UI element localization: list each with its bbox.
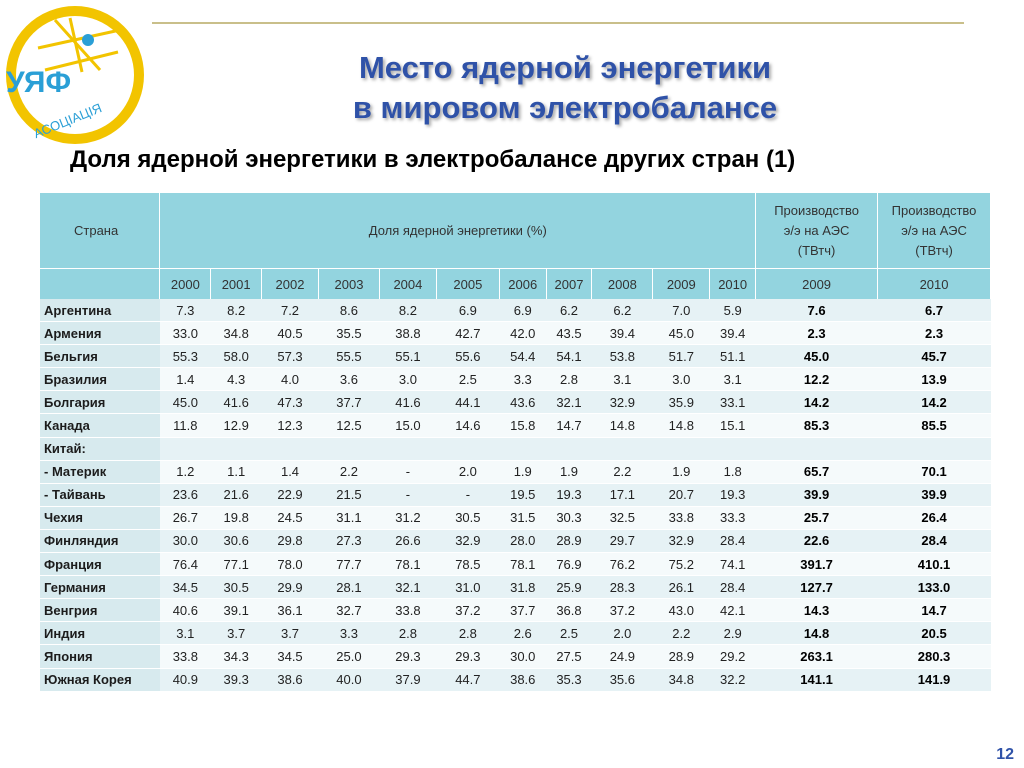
share-cell: 19.3 <box>710 483 756 506</box>
share-cell: 30.5 <box>436 506 499 529</box>
share-cell: 24.5 <box>262 506 319 529</box>
share-cell: 1.4 <box>160 368 211 391</box>
table-row <box>40 414 991 437</box>
table-row <box>40 299 991 322</box>
production-cell: 12.2 <box>756 368 878 391</box>
share-cell: 3.7 <box>262 622 319 645</box>
share-cell: 25.9 <box>546 576 592 599</box>
production-cell: 280.3 <box>878 645 991 668</box>
share-cell: 39.4 <box>592 322 653 345</box>
year-header: 2006 <box>499 269 546 300</box>
share-cell: 40.0 <box>318 668 379 691</box>
share-cell: 75.2 <box>653 553 710 576</box>
share-cell: 32.7 <box>318 599 379 622</box>
table-row <box>40 599 991 622</box>
share-cell: 77.7 <box>318 553 379 576</box>
production-cell: 127.7 <box>756 576 878 599</box>
share-cell: 28.4 <box>710 576 756 599</box>
share-cell: 32.1 <box>546 391 592 414</box>
production-cell: 6.7 <box>878 299 991 322</box>
share-cell: 41.6 <box>211 391 262 414</box>
share-cell: 76.4 <box>160 553 211 576</box>
share-cell: 37.2 <box>592 599 653 622</box>
production-cell: 28.4 <box>878 529 991 552</box>
share-cell: 3.1 <box>592 368 653 391</box>
share-cell: 31.8 <box>499 576 546 599</box>
share-cell: 3.7 <box>211 622 262 645</box>
share-cell <box>262 437 319 460</box>
production-cell: 85.3 <box>756 414 878 437</box>
share-cell: 37.7 <box>318 391 379 414</box>
share-cell: 2.8 <box>546 368 592 391</box>
share-cell: 21.6 <box>211 483 262 506</box>
share-cell: 19.3 <box>546 483 592 506</box>
share-cell: 12.9 <box>211 414 262 437</box>
share-cell: 40.5 <box>262 322 319 345</box>
share-cell: 28.1 <box>318 576 379 599</box>
share-cell: 3.3 <box>499 368 546 391</box>
share-cell: 40.6 <box>160 599 211 622</box>
share-cell: 2.9 <box>710 622 756 645</box>
production-cell: 14.2 <box>878 391 991 414</box>
share-cell: 6.2 <box>546 299 592 322</box>
share-cell <box>160 437 211 460</box>
share-cell: 28.9 <box>653 645 710 668</box>
country-name: Япония <box>40 645 160 668</box>
year-header-blank <box>40 269 160 300</box>
header-production-2010-line3: (ТВтч) <box>915 242 953 258</box>
share-cell: 2.2 <box>653 622 710 645</box>
share-cell: 4.0 <box>262 368 319 391</box>
share-cell <box>379 437 436 460</box>
share-cell: 30.6 <box>211 529 262 552</box>
year-header: 2008 <box>592 269 653 300</box>
production-cell: 141.1 <box>756 668 878 691</box>
share-cell: 78.0 <box>262 553 319 576</box>
country-name: Болгария <box>40 391 160 414</box>
header-country: Страна <box>40 193 160 269</box>
country-name: Южная Корея <box>40 668 160 691</box>
share-cell: 39.4 <box>710 322 756 345</box>
share-cell <box>592 437 653 460</box>
share-cell: 28.3 <box>592 576 653 599</box>
share-cell <box>211 437 262 460</box>
production-cell: 14.2 <box>756 391 878 414</box>
production-cell: 22.6 <box>756 529 878 552</box>
share-cell: 2.5 <box>546 622 592 645</box>
share-cell <box>436 437 499 460</box>
year-header: 2004 <box>379 269 436 300</box>
logo-text: УЯФ <box>6 66 72 99</box>
share-cell: 55.1 <box>379 345 436 368</box>
table-row <box>40 322 991 345</box>
share-cell: 55.5 <box>318 345 379 368</box>
share-cell: 53.8 <box>592 345 653 368</box>
header-divider <box>152 22 964 24</box>
share-cell: 32.9 <box>592 391 653 414</box>
share-cell: 30.0 <box>160 529 211 552</box>
production-cell: 45.0 <box>756 345 878 368</box>
production-cell: 263.1 <box>756 645 878 668</box>
year-header: 2009 <box>653 269 710 300</box>
share-cell: 44.7 <box>436 668 499 691</box>
share-cell: 38.6 <box>262 668 319 691</box>
share-cell: 7.0 <box>653 299 710 322</box>
production-cell: 65.7 <box>756 460 878 483</box>
country-name: Венгрия <box>40 599 160 622</box>
share-cell: 35.9 <box>653 391 710 414</box>
share-cell: 33.8 <box>379 599 436 622</box>
share-cell: 30.3 <box>546 506 592 529</box>
share-cell: 15.8 <box>499 414 546 437</box>
share-cell: 3.1 <box>160 622 211 645</box>
share-cell: 31.0 <box>436 576 499 599</box>
table-row <box>40 437 991 460</box>
share-cell: 32.9 <box>653 529 710 552</box>
share-cell: 26.1 <box>653 576 710 599</box>
share-cell: 4.3 <box>211 368 262 391</box>
share-cell: 31.2 <box>379 506 436 529</box>
share-cell <box>653 437 710 460</box>
share-cell <box>546 437 592 460</box>
share-cell: 33.8 <box>653 506 710 529</box>
production-cell: 14.3 <box>756 599 878 622</box>
table-row <box>40 460 991 483</box>
share-cell: 33.1 <box>710 391 756 414</box>
share-cell: 76.9 <box>546 553 592 576</box>
share-cell: 21.5 <box>318 483 379 506</box>
share-cell: 3.3 <box>318 622 379 645</box>
share-cell: 24.9 <box>592 645 653 668</box>
production-cell: 26.4 <box>878 506 991 529</box>
share-cell: 55.6 <box>436 345 499 368</box>
share-cell: - <box>379 460 436 483</box>
share-cell: 3.0 <box>379 368 436 391</box>
share-cell: 19.8 <box>211 506 262 529</box>
share-cell: 28.9 <box>546 529 592 552</box>
country-name: Аргентина <box>40 299 160 322</box>
share-cell: 78.5 <box>436 553 499 576</box>
table-row <box>40 529 991 552</box>
year-header: 2001 <box>211 269 262 300</box>
share-cell: 32.1 <box>379 576 436 599</box>
production-cell: 2.3 <box>756 322 878 345</box>
share-cell: 7.2 <box>262 299 319 322</box>
share-cell: 38.6 <box>499 668 546 691</box>
production-cell <box>878 437 991 460</box>
share-cell: 6.9 <box>436 299 499 322</box>
header-production-2010-line2: э/э на АЭС <box>901 222 967 238</box>
share-cell: 43.0 <box>653 599 710 622</box>
year-header: 2002 <box>262 269 319 300</box>
share-cell: 12.3 <box>262 414 319 437</box>
share-cell <box>318 437 379 460</box>
share-cell: 15.0 <box>379 414 436 437</box>
header-production-2010 <box>878 193 991 269</box>
share-cell: - <box>379 483 436 506</box>
share-cell: 1.1 <box>211 460 262 483</box>
share-cell: 36.8 <box>546 599 592 622</box>
header-production-2009 <box>756 193 878 269</box>
share-cell: 2.8 <box>436 622 499 645</box>
share-cell: 29.2 <box>710 645 756 668</box>
country-name: - Тайвань <box>40 483 160 506</box>
production-cell: 7.6 <box>756 299 878 322</box>
share-cell: 2.0 <box>592 622 653 645</box>
share-cell: 2.5 <box>436 368 499 391</box>
share-cell: 11.8 <box>160 414 211 437</box>
share-cell: - <box>436 483 499 506</box>
share-cell: 15.1 <box>710 414 756 437</box>
share-cell: 23.6 <box>160 483 211 506</box>
share-cell: 1.9 <box>546 460 592 483</box>
share-cell: 78.1 <box>379 553 436 576</box>
share-cell: 41.6 <box>379 391 436 414</box>
year-header: 2009 <box>756 269 878 300</box>
share-cell <box>499 437 546 460</box>
share-cell: 35.5 <box>318 322 379 345</box>
slide-title-line1: Место ядерной энергетики <box>358 50 772 85</box>
production-cell: 39.9 <box>878 483 991 506</box>
year-header: 2005 <box>436 269 499 300</box>
share-cell: 26.7 <box>160 506 211 529</box>
share-cell: 55.3 <box>160 345 211 368</box>
share-cell: 36.1 <box>262 599 319 622</box>
country-name: Чехия <box>40 506 160 529</box>
share-cell: 28.0 <box>499 529 546 552</box>
share-cell: 57.3 <box>262 345 319 368</box>
share-cell: 29.3 <box>436 645 499 668</box>
production-cell: 410.1 <box>878 553 991 576</box>
country-name: Индия <box>40 622 160 645</box>
share-cell: 27.3 <box>318 529 379 552</box>
table-row <box>40 345 991 368</box>
share-cell: 31.1 <box>318 506 379 529</box>
share-cell: 58.0 <box>211 345 262 368</box>
share-cell: 1.4 <box>262 460 319 483</box>
header-production-2010-line1: Производство <box>891 202 977 218</box>
share-cell: 43.5 <box>546 322 592 345</box>
country-name: Армения <box>40 322 160 345</box>
production-cell <box>756 437 878 460</box>
share-cell: 1.8 <box>710 460 756 483</box>
share-cell: 37.7 <box>499 599 546 622</box>
production-cell: 141.9 <box>878 668 991 691</box>
share-cell: 6.2 <box>592 299 653 322</box>
share-cell: 30.0 <box>499 645 546 668</box>
share-cell: 22.9 <box>262 483 319 506</box>
share-cell: 33.0 <box>160 322 211 345</box>
share-cell: 12.5 <box>318 414 379 437</box>
country-name: Франция <box>40 553 160 576</box>
production-cell: 20.5 <box>878 622 991 645</box>
country-name: Бельгия <box>40 345 160 368</box>
table-header-row <box>40 193 991 269</box>
country-name: Канада <box>40 414 160 437</box>
table-row <box>40 506 991 529</box>
share-cell: 2.6 <box>499 622 546 645</box>
share-cell: 6.9 <box>499 299 546 322</box>
year-header: 2010 <box>710 269 756 300</box>
share-cell: 2.8 <box>379 622 436 645</box>
share-cell: 29.7 <box>592 529 653 552</box>
share-cell: 54.1 <box>546 345 592 368</box>
share-cell: 33.3 <box>710 506 756 529</box>
share-cell: 14.6 <box>436 414 499 437</box>
production-cell: 85.5 <box>878 414 991 437</box>
share-cell: 32.2 <box>710 668 756 691</box>
slide-title-line2: в мировом электробалансе <box>352 90 778 125</box>
share-cell: 34.3 <box>211 645 262 668</box>
year-header: 2000 <box>160 269 211 300</box>
table-row <box>40 483 991 506</box>
share-cell: 37.2 <box>436 599 499 622</box>
share-cell: 34.5 <box>262 645 319 668</box>
share-cell: 39.3 <box>211 668 262 691</box>
share-cell: 26.6 <box>379 529 436 552</box>
share-cell: 29.9 <box>262 576 319 599</box>
share-cell: 54.4 <box>499 345 546 368</box>
production-cell: 45.7 <box>878 345 991 368</box>
table-row <box>40 645 991 668</box>
share-cell: 76.2 <box>592 553 653 576</box>
share-cell: 34.5 <box>160 576 211 599</box>
share-cell: 14.7 <box>546 414 592 437</box>
share-cell: 30.5 <box>211 576 262 599</box>
share-cell: 1.9 <box>653 460 710 483</box>
share-cell: 7.3 <box>160 299 211 322</box>
year-header: 2010 <box>878 269 991 300</box>
table-row <box>40 668 991 691</box>
share-cell: 42.0 <box>499 322 546 345</box>
share-cell: 47.3 <box>262 391 319 414</box>
share-cell: 51.1 <box>710 345 756 368</box>
share-cell: 2.2 <box>318 460 379 483</box>
production-cell: 13.9 <box>878 368 991 391</box>
production-cell: 14.7 <box>878 599 991 622</box>
share-cell: 14.8 <box>592 414 653 437</box>
share-cell: 37.9 <box>379 668 436 691</box>
share-cell: 44.1 <box>436 391 499 414</box>
share-cell: 43.6 <box>499 391 546 414</box>
table-body <box>40 299 991 691</box>
nuclear-share-table <box>40 193 991 692</box>
share-cell: 33.8 <box>160 645 211 668</box>
share-cell: 8.6 <box>318 299 379 322</box>
share-cell: 19.5 <box>499 483 546 506</box>
page-number: 12 <box>996 746 1014 763</box>
production-cell: 70.1 <box>878 460 991 483</box>
logo-arc-text: АСОЦІАЦІЯ <box>31 100 104 142</box>
share-cell: 34.8 <box>211 322 262 345</box>
production-cell: 14.8 <box>756 622 878 645</box>
country-name: - Материк <box>40 460 160 483</box>
share-cell: 74.1 <box>710 553 756 576</box>
share-cell: 3.0 <box>653 368 710 391</box>
share-cell: 8.2 <box>379 299 436 322</box>
year-header: 2007 <box>546 269 592 300</box>
share-cell: 1.9 <box>499 460 546 483</box>
share-cell: 20.7 <box>653 483 710 506</box>
share-cell: 78.1 <box>499 553 546 576</box>
share-cell: 8.2 <box>211 299 262 322</box>
share-cell: 29.8 <box>262 529 319 552</box>
uyaf-logo <box>0 0 150 150</box>
table-row <box>40 576 991 599</box>
share-cell: 35.6 <box>592 668 653 691</box>
header-share: Доля ядерной энергетики (%) <box>160 193 756 269</box>
share-cell: 77.1 <box>211 553 262 576</box>
share-cell: 25.0 <box>318 645 379 668</box>
production-cell: 39.9 <box>756 483 878 506</box>
share-cell: 42.7 <box>436 322 499 345</box>
production-cell: 391.7 <box>756 553 878 576</box>
share-cell: 32.5 <box>592 506 653 529</box>
header-production-2009-line2: э/э на АЭС <box>783 222 850 238</box>
share-cell: 32.9 <box>436 529 499 552</box>
share-cell: 29.3 <box>379 645 436 668</box>
header-production-2009-line1: Производство <box>774 202 859 218</box>
country-name: Бразилия <box>40 368 160 391</box>
share-cell: 35.3 <box>546 668 592 691</box>
share-cell: 34.8 <box>653 668 710 691</box>
share-cell: 3.6 <box>318 368 379 391</box>
share-cell: 45.0 <box>653 322 710 345</box>
share-cell: 17.1 <box>592 483 653 506</box>
country-name: Германия <box>40 576 160 599</box>
share-cell: 27.5 <box>546 645 592 668</box>
share-cell: 40.9 <box>160 668 211 691</box>
table-row <box>40 553 991 576</box>
share-cell: 42.1 <box>710 599 756 622</box>
share-cell: 2.0 <box>436 460 499 483</box>
country-name: Китай: <box>40 437 160 460</box>
production-cell: 2.3 <box>878 322 991 345</box>
share-cell: 14.8 <box>653 414 710 437</box>
share-cell <box>710 437 756 460</box>
table-row <box>40 391 991 414</box>
share-cell: 28.4 <box>710 529 756 552</box>
share-cell: 51.7 <box>653 345 710 368</box>
slide-title <box>240 48 890 128</box>
share-cell: 5.9 <box>710 299 756 322</box>
share-cell: 2.2 <box>592 460 653 483</box>
share-cell: 45.0 <box>160 391 211 414</box>
share-cell: 3.1 <box>710 368 756 391</box>
production-cell: 133.0 <box>878 576 991 599</box>
production-cell: 25.7 <box>756 506 878 529</box>
country-name: Финляндия <box>40 529 160 552</box>
share-cell: 38.8 <box>379 322 436 345</box>
header-production-2009-line3: (ТВтч) <box>797 242 836 258</box>
table-row <box>40 622 991 645</box>
table-year-row <box>40 269 991 300</box>
share-cell: 1.2 <box>160 460 211 483</box>
slide-subtitle: Доля ядерной энергетики в электробалансе других стран (1) <box>70 146 796 173</box>
share-cell: 31.5 <box>499 506 546 529</box>
share-cell: 39.1 <box>211 599 262 622</box>
year-header: 2003 <box>318 269 379 300</box>
table-row <box>40 368 991 391</box>
